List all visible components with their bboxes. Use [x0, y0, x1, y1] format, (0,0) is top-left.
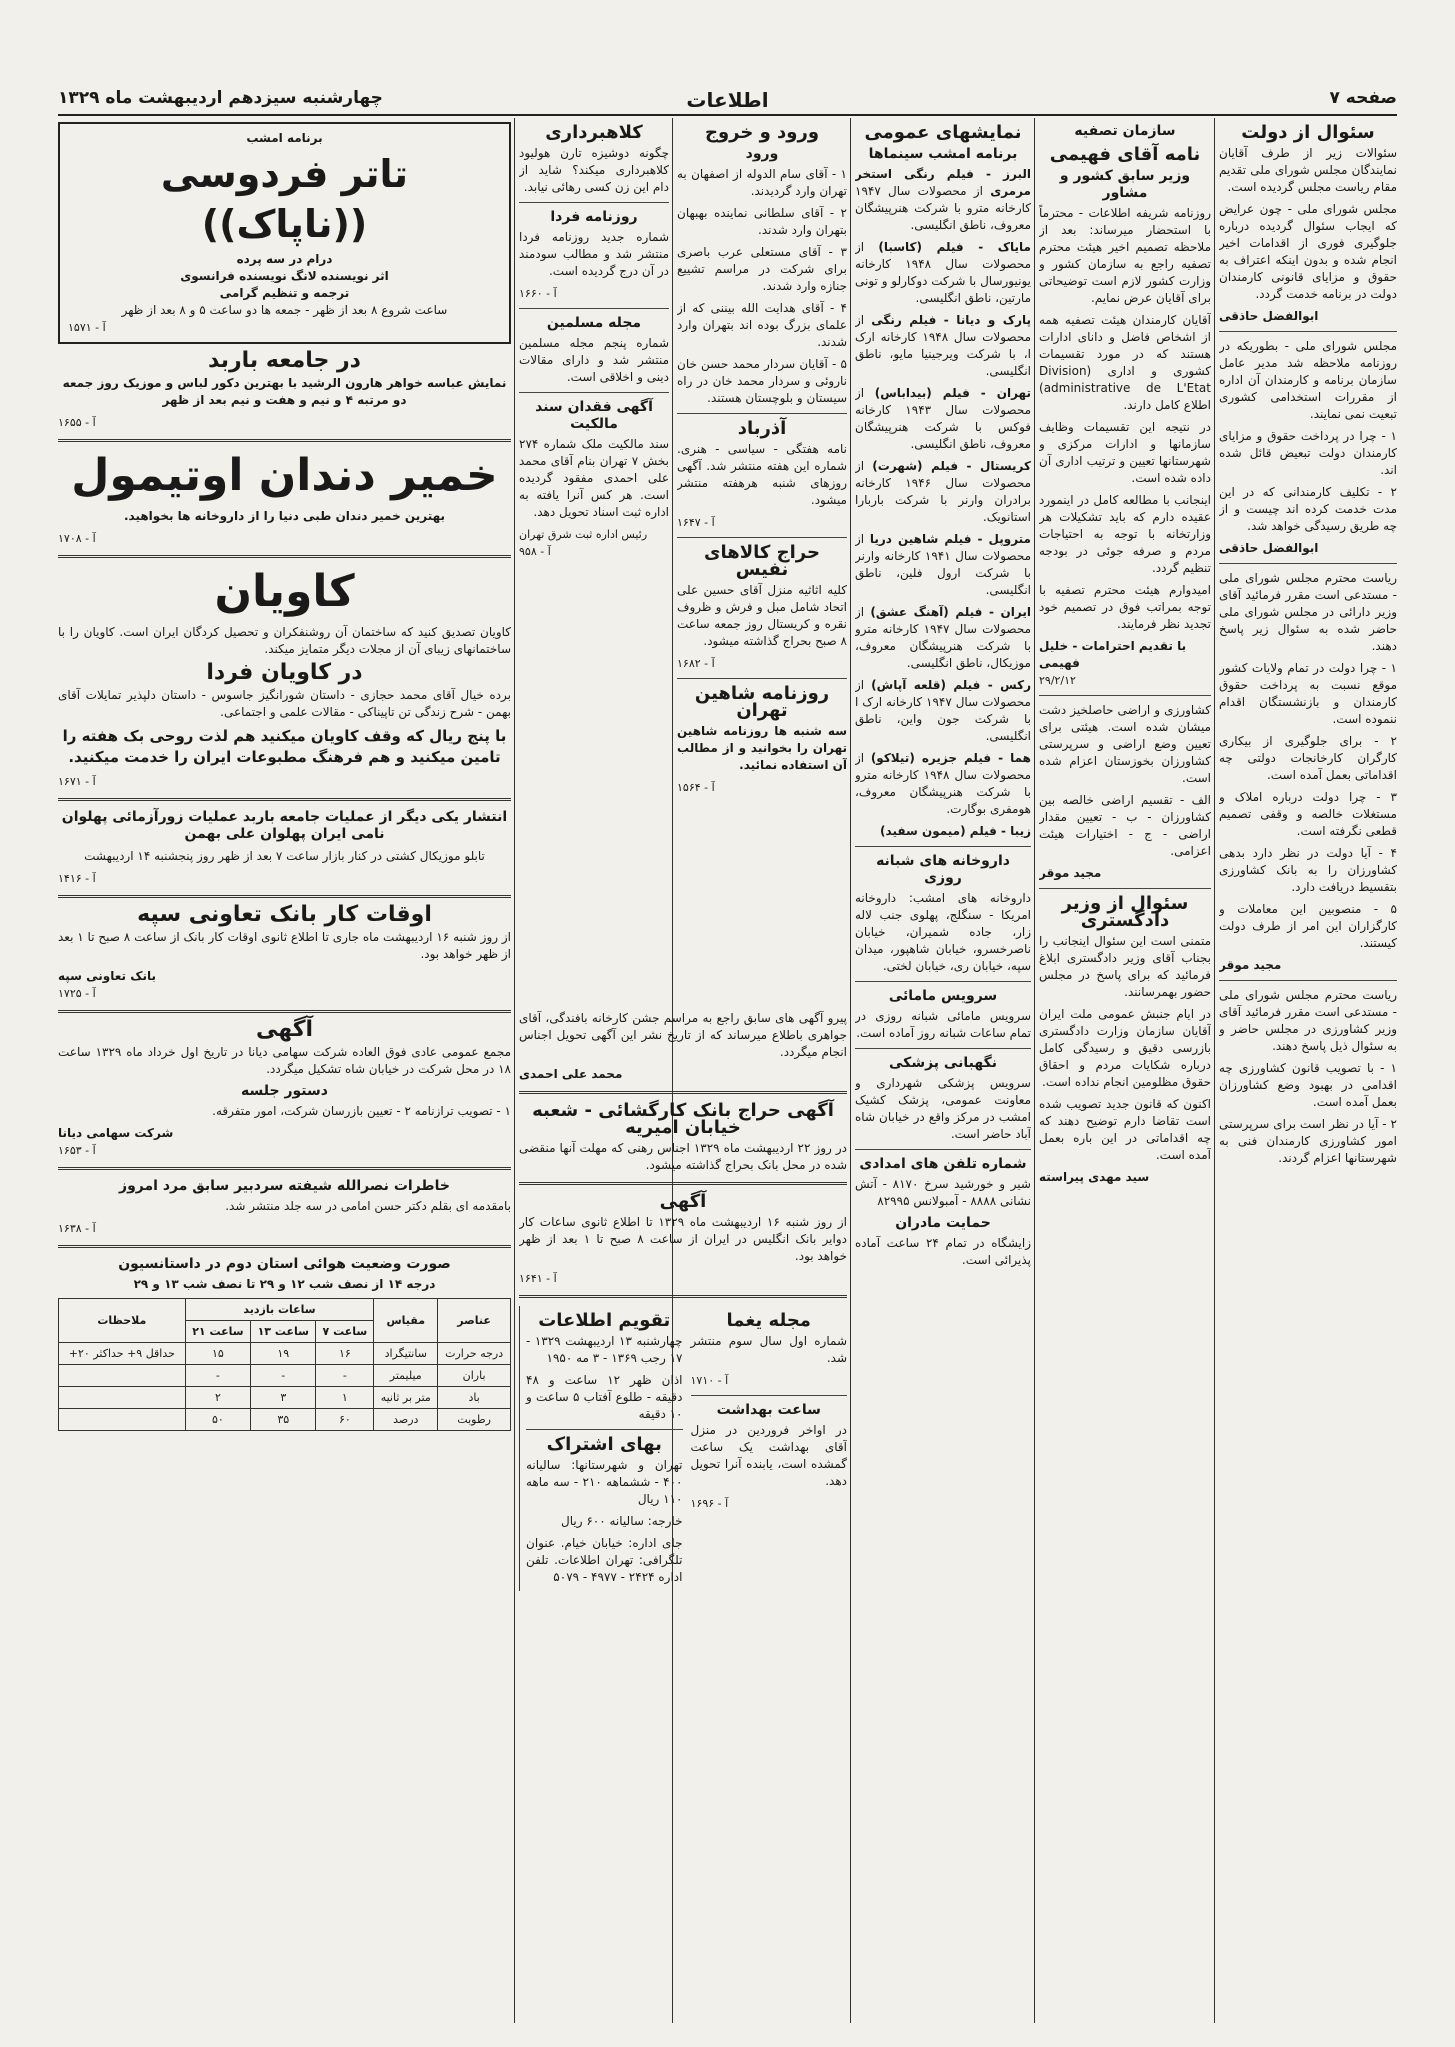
ad-reference: آ - ۱۶۴۷: [677, 516, 715, 529]
divider: [855, 846, 1031, 847]
paragraph: بهترین خمیر دندان طبی دنیا را از داروخانه ها بخواهید.: [123, 509, 446, 523]
article-title: ورود و خروج: [704, 122, 820, 143]
column-rule: [514, 118, 515, 2023]
cinema-desc: از محصولات سال ۱۹۴۷ کارخانه مترو با شرکت هنرپیشگان معروف، موزیکال، ناطق انگلیسی.: [855, 605, 1031, 670]
paragraph: ۵ - آقایان سردار محمد حسن خان ناروئی و سردار محمد خان در راه سیستان و بلوچستان هستند.: [677, 357, 847, 405]
table-cell: ۱۵: [185, 1343, 250, 1365]
article-title: آذرباد: [737, 418, 787, 439]
paragraph: سرویس مامائی شبانه روزی در تمام ساعات شبانه روز آماده است.: [855, 1009, 1031, 1040]
column-misc: [519, 118, 669, 998]
paragraph: مجلس شورای ملی - بطوریکه در روزنامه ملاحظه شد مدیر عامل سازمان برنامه و کارمندان آن اداره از مقررات استخدامی کشوری تبعیت نمی نمایند.: [1219, 339, 1397, 421]
cinema-name: پارک و دیانا - فیلم رنگی: [871, 313, 1031, 327]
paragraph: چگونه دوشیزه تارن هولیود کلاهبرداری میکند؟ شاید از دام این زن کسی رهائی نیابد.: [519, 146, 669, 194]
column-rule: [850, 118, 851, 2023]
ad-reference: آ - ۱۶۵۵: [58, 416, 96, 429]
kaviyan-title: کاویان: [214, 566, 355, 617]
paragraph: سند مالکیت ملک شماره ۲۷۴ بخش ۷ تهران بنام آقای محمد علی احمدی مفقود گردیده است. هر کس آنرا یافته به اداره ثبت اسناد تحویل دهد.: [519, 437, 669, 519]
ad-reference: آ - ۱۶۶۰: [519, 287, 557, 300]
paragraph: از روز شنبه ۱۶ اردیبهشت ماه جاری تا اطلاع ثانوی اوقات کار بانک از ساعت ۸ صبح تا ۱ بعد از ظهر خواهد بود.: [58, 930, 511, 961]
paragraph: ۴ - آقای هدایت الله بیننی که از علمای بزرگ بوده اند بتهران وارد شدند.: [677, 301, 847, 349]
ad-title: آگهی: [255, 1017, 314, 1042]
sub-column: [519, 1306, 683, 1591]
paragraph: ۲ - تکلیف کارمندانی که در این مدت خدمت کرده اند چیست و از چه طریق رسیدگی خواهد شد.: [1219, 485, 1397, 533]
article-title: آگهی حراج بانک کارگشائی - شعبه خیابان امیریه: [532, 1100, 834, 1138]
table-cell: درصد: [374, 1409, 438, 1431]
paragraph: داروخانه های امشب: داروخانه امریکا - سنگلج، پهلوی جنب لاله زار، جاده شمیران، خیابان ناصرخسرو، خیابان شاهپور، میدان سپه، خیابان ری، خیابان لختی.: [855, 891, 1031, 973]
paragraph: در اواخر فروردین در منزل آقای بهداشت یک ساعت گمشده است، یابنده آنرا تحویل دهد.: [690, 1423, 847, 1488]
table-cell: رطوبت: [438, 1409, 511, 1431]
section-header: داروخانه های شبانه روزی: [876, 853, 1010, 886]
article-title: آگهی: [659, 1191, 707, 1212]
article-title: کلاهبرداری: [545, 122, 643, 143]
paragraph: بامقدمه ای بقلم دکتر حسن امامی در سه جلد منتشر شد.: [225, 1199, 511, 1213]
paragraph: مجمع عمومی عادی فوق العاده شرکت سهامی دیانا در تاریخ اول خرداد ماه ۱۳۲۹ ساعت ۱۸ در محل شرکت در خیابان شاه تشکیل میگردد.: [58, 1045, 511, 1076]
divider: [677, 678, 847, 679]
article-title: نمایشهای عمومی: [864, 122, 1022, 143]
column-rule: [1214, 118, 1215, 2023]
divider: [1219, 980, 1397, 981]
column-ads: [58, 118, 511, 2023]
ad-reference: آ - ۱۶۵۳: [58, 1144, 96, 1157]
ad-reference: رئیس اداره ثبت شرق تهران: [519, 528, 648, 541]
table-cell: ۲: [185, 1387, 250, 1409]
cinema-desc: از محصولات سال ۱۹۴۸ کارخانه ارک ا، با شرکت ویرجینیا مایو، ناطق انگلیسی.: [855, 313, 1031, 378]
ad-reference: آ - ۱۶۹۶: [690, 1497, 729, 1510]
cinema-name: هما - فیلم جزیره (تیلاکو): [870, 751, 1031, 765]
table-cell: حداقل ۹+ حداکثر ۲۰+: [59, 1343, 186, 1365]
paragraph: تابلو موزیکال کشتی در کنار بازار ساعت ۷ بعد از ظهر روز پنجشنبه ۱۴ اردیبهشت: [84, 849, 485, 863]
paragraph: در روز ۲۲ اردیبهشت ماه ۱۳۲۹ اجناس رهنی که مهلت آنها منقضی شده در محل بانک بحراج گذاشته میشود.: [519, 1141, 847, 1172]
ad-title: در کاویان فردا: [206, 660, 363, 685]
paragraph: درجه ۱۴ از نصف شب ۱۲ و ۲۹ تا نصف شب ۱۳ و ۲۹: [133, 1277, 436, 1291]
signature: مجید موقر: [1039, 866, 1102, 880]
paragraph: پیرو آگهی های سابق راجع به مراسم جشن کارخانه بافندگی، آقای جواهری باطلاع میرساند که از تاریخ نشر این آگهی تحویل اجناس انجام میگردد.: [519, 1011, 847, 1059]
section-header: نگهبانی پزشکی: [889, 1055, 997, 1071]
two-column-block: [519, 1306, 847, 1591]
cinema-desc: از محصولات سال ۱۹۴۳ کارخانه فوکس با شرکت هنرپیشگان معروف، ناطق انگلیسی.: [855, 386, 1031, 451]
ad-reference: آ - ۱۷۲۵: [58, 987, 96, 1000]
divider: [58, 1245, 511, 1248]
signature: ابوالفضل حاذقی: [1219, 309, 1319, 323]
wide-lower-block: [519, 1010, 847, 2023]
paragraph: کشاورزی و اراضی حاصلخیز دشت میشان شده است. هیئتی برای تعیین وضع اراضی و سرپرستی کشاورزان بخوزستان اعزام شده است.: [1039, 703, 1211, 785]
table-cell: متر بر ثانیه: [374, 1387, 438, 1409]
ad-line: ساعت شروع ۸ بعد از ظهر - جمعه ها دو ساعت ۵ و ۸ بعد از ظهر: [121, 303, 448, 317]
table-cell: ۱: [316, 1387, 374, 1409]
divider: [677, 537, 847, 538]
ad-reference: آ - ۹۵۸: [519, 545, 551, 558]
table-cell: ۳: [251, 1387, 316, 1409]
divider: [58, 1167, 511, 1170]
ad-reference: آ - ۱۷۰۸: [58, 532, 96, 545]
section-header: آگهی فقدان سند مالکیت: [535, 399, 653, 432]
paragraph: ۵ - منصوبین این معاملات و کارگزاران این امر از طرف دولت کیستند.: [1219, 902, 1397, 950]
cinema-name: تهران - فیلم (بیداباس): [874, 386, 1031, 400]
signature: سید مهدی پیراسته: [1039, 1170, 1150, 1184]
cinema-name: ایران - فیلم (آهنگ عشق): [870, 605, 1031, 619]
ad-title: اوقات کار بانک تعاونی سپه: [137, 902, 432, 927]
table-row: [59, 1387, 511, 1409]
paragraph: ۲ - برای جلوگیری از بیکاری کارگران کارخانجات دولتی چه اقداماتی بعمل آمده است.: [1219, 734, 1397, 782]
paragraph: الف - تقسیم اراضی خالصه بین کشاورزان - ب - تعیین مقدار اراضی - ج - اختیارات هیئت اعزامی.: [1039, 793, 1211, 858]
table-cell: درجه حرارت: [438, 1343, 511, 1365]
play-name: ((ناپاک)): [201, 202, 368, 246]
page-number: صفحه ۷: [1329, 88, 1397, 108]
divider: [855, 1048, 1031, 1049]
paragraph: ۱ - تصویب ترازنامه ۲ - تعیین بازرسان شرکت، امور متفرقه.: [212, 1104, 511, 1118]
table-cell: [59, 1387, 186, 1409]
ad-line: اثر نویسنده لانگ نویسنده فرانسوی: [180, 269, 389, 283]
section-header: سرویس مامائی: [888, 988, 998, 1004]
paragraph: شماره جدید روزنامه فردا منتشر شد و مطالب سودمند در آن درج گردیده است.: [519, 230, 669, 278]
ad-reference: آ - ۱۶۷۱: [58, 775, 96, 788]
divider: [58, 895, 511, 898]
divider: [58, 555, 511, 558]
paragraph: تهران و شهرستانها: سالیانه ۴۰۰ - ششماهه ۲۱۰ - سه ماهه ۱۱۰ ریال: [526, 1458, 683, 1506]
divider: [691, 1395, 848, 1396]
signature: مجید موقر: [1219, 958, 1282, 972]
article-title: حراج کالاهای نفیس: [704, 542, 820, 580]
table-cell: -: [185, 1365, 250, 1387]
ad-reference: آ - ۱۶۸۲: [677, 657, 715, 670]
theatre-name: تاتر فردوسی: [160, 152, 409, 196]
table-cell: باران: [438, 1365, 511, 1387]
divider: [519, 1295, 847, 1298]
paragraph: ۱ - با تصویب قانون کشاورزی چه اقدامی در بهبود وضع کشاورزان بعمل آمده است.: [1219, 1061, 1397, 1109]
divider: [58, 798, 511, 801]
table-header: عناصر: [438, 1299, 511, 1343]
section-header: دستور جلسه: [241, 1083, 328, 1099]
issue-date: چهارشنبه سیزدهم اردیبهشت ماه ۱۳۲۹: [58, 88, 383, 108]
table-cell: میلیمتر: [374, 1365, 438, 1387]
paragraph: روزنامه شریفه اطلاعات - محترماً با استحضار میرساند: بعد از ملاحظه تصمیم اخیر هیئت محترم تصفیه راجع به سازمان کشور و وزارت کشور لازم است توضیحاتی برای آقایان عرض نمایم.: [1039, 206, 1211, 305]
signature: بانک تعاونی سپه: [58, 969, 157, 983]
paragraph: ۱ - چرا دولت در تمام ولایات کشور موقع نسبت به پرداخت حقوق کارمندان و بازنشستگان اقدام ننموده است.: [1219, 661, 1397, 726]
divider: [519, 202, 669, 203]
table-cell: ۱۶: [316, 1343, 374, 1365]
column-arrivals: [677, 118, 847, 998]
cinema-desc: از محصولات سال ۱۹۴۸ کارخانه یونیورسال با شرکت دوکارلو و تونی مارتین، ناطق انگلیسی.: [855, 240, 1031, 305]
divider: [519, 1182, 847, 1185]
article-title: روزنامه شاهین تهران: [694, 683, 830, 721]
section-header: خاطرات نصرالله شیفته سردبیر سابق مرد امروز: [119, 1178, 450, 1194]
table-header: ساعت ۷: [316, 1321, 374, 1343]
paragraph: اذان ظهر ۱۲ ساعت و ۴۸ دقیقه - طلوع آفتاب ۵ ساعت و ۱۰ دقیقه: [526, 1373, 683, 1421]
article-title: بهای اشتراک: [546, 1434, 662, 1455]
cinema-name: مایاک - فیلم (کاسبا): [878, 240, 1031, 254]
article-subtitle: وزیر سابق کشور و مشاور: [1059, 168, 1191, 201]
cinema-name: زیبا - فیلم (میمون سفید): [880, 824, 1031, 838]
paragraph: کلیه اثاثیه منزل آقای حسین علی اتحاد شامل مبل و فرش و ظروف نقره و کریستال روز جمعه ساعت ۸ صبح بحراج گذاشته میشود.: [677, 583, 847, 648]
paragraph: در ایام جنبش عمومی ملت ایران آقایان سازمان وزارت دادگستری بازرسی دقیق و رسیدگی کامل درباره شکایات مردم و احقاق حقوق مظلومین انجام نداده است.: [1039, 1007, 1211, 1089]
ad-reference: آ - ۱۵۶۴: [677, 781, 715, 794]
cinema-name: البرز - فیلم رنگی استخر مرمری: [855, 167, 1031, 198]
table-cell: -: [316, 1365, 374, 1387]
divider: [519, 1091, 847, 1094]
section-header: صورت وضعیت هوائی استان دوم در داستانسیون: [118, 1256, 451, 1272]
weather-table: [58, 1298, 511, 1431]
paragraph: اینجانب با مطالعه کامل در اینمورد عقیده دارم که باید تشکیلات هر وزارتخانه با توجه به احتیاجات مردم و صرفه جوئی در بودجه تنظیم گردد.: [1039, 493, 1211, 575]
masthead: [58, 86, 1397, 116]
article-title: مجله یغما: [726, 1310, 811, 1331]
paragraph: خارجه: سالیانه ۶۰۰ ریال: [561, 1514, 683, 1528]
paragraph: مجلس شورای ملی - چون عرایض که ایجاب سئوال گردیده درباره جلوگیری فوری از اقدامات اخیر انجام شده و بدون اینکه اعتراف به حقوق و مزایای قانونی کارمندان دولت در برنامه خدمت گردد.: [1219, 202, 1397, 301]
paragraph: ۳ - آقای مستعلی عرب باصری برای شرکت در مراسم تشییع جنازه وارد شدند.: [677, 245, 847, 293]
ad-line: ترجمه و تنظیم گرامی: [219, 286, 350, 300]
paragraph: امیدوارم هیئت محترم تصفیه با توجه بمراتب فوق در تصمیم خود تجدید نظر فرمایند.: [1039, 583, 1211, 631]
table-cell: [59, 1365, 186, 1387]
table-cell: ۳۵: [251, 1409, 316, 1431]
table-cell: باد: [438, 1387, 511, 1409]
ad-reference: آ - ۱۵۷۱: [68, 321, 106, 334]
divider: [58, 1010, 511, 1013]
paragraph: ۲ - آیا در نظر است برای سرپرستی امور کشاورزی کارمندان فنی به شهرستانها اعزام گردند.: [1219, 1117, 1397, 1165]
divider: [519, 308, 669, 309]
article-title: سئوال از وزیر دادگستری: [1061, 893, 1189, 931]
ad-reference: آ - ۱۴۱۶: [58, 872, 96, 885]
divider: [1039, 888, 1211, 889]
table-cell: ۵۰: [185, 1409, 250, 1431]
column-fahimi-letter: [1039, 118, 1211, 2023]
article-title: نامه آقای فهیمی: [1049, 144, 1201, 165]
paragraph: آقایان کارمندان هیئت تصفیه همه از اشخاص فاضل و دانای ادارات هستند که در مورد تقسیمات کشوری و اداری (Division administrative de L'Etat) اطلاع کامل دارند.: [1039, 313, 1211, 412]
table-header: ملاحظات: [59, 1299, 186, 1343]
ad-title: در جامعه باربد: [208, 348, 361, 373]
cinema-desc: از محصولات سال ۱۹۴۷ کارخانه مترو با شرکت هنرپیشگان معروف، ناطق انگلیسی.: [855, 184, 1031, 232]
date-reference: ۲۹/۲/۱۲: [1039, 674, 1076, 687]
section-header: حمایت مادران: [895, 1215, 991, 1231]
table-cell: [59, 1409, 186, 1431]
paragraph: ۱ - چرا در پرداخت حقوق و مزایای کارمندان دولت تبعیض قائل شده اند.: [1219, 429, 1397, 477]
divider: [677, 413, 847, 414]
signature: شرکت سهامی دیانا: [58, 1126, 174, 1140]
table-header: مقیاس: [374, 1299, 438, 1343]
table-cell: ۱۹: [251, 1343, 316, 1365]
ad-label: برنامه امشب: [246, 131, 323, 145]
divider: [1219, 331, 1397, 332]
sub-column: [691, 1306, 848, 1591]
divider: [58, 439, 511, 442]
section-header: برنامه امشب سینماها: [868, 146, 1018, 162]
section-header: سازمان تصفیه: [1074, 123, 1176, 139]
signature: ابوالفضل حاذقی: [1219, 541, 1319, 555]
ad-reference: آ - ۱۶۳۸: [58, 1222, 96, 1235]
paragraph: کاویان تصدیق کنید که ساختمان آن روشنفکران و تحصیل کردگان ایران است. کاویان را با ساختمانهای زیبای آن از مجلات دیگر متمایز میکند.: [58, 625, 511, 656]
paragraph: ۳ - چرا دولت درباره املاک و مستغلات خالصه و وقفی تصمیم قطعی نگرفته است.: [1219, 790, 1397, 838]
paragraph: شماره پنجم مجله مسلمین منتشر شد و دارای مقالات دینی و اخلاقی است.: [519, 336, 669, 384]
article-title: تقویم اطلاعات: [538, 1310, 671, 1331]
paragraph: شیر و خورشید سرخ ۸۱۷۰ - آتش نشانی ۸۸۸۸ - آمبولانس ۸۲۹۹۵: [855, 1177, 1031, 1208]
divider: [526, 1429, 683, 1430]
paragraph: برده خیال آقای محمد حجازی - داستان شورانگیز جاسوس - داستان دلپذیر تمایلات آقای بهمن - شرح زندگی تن تاپیناکی - مقالات علمی و اجتماعی.: [58, 688, 511, 719]
table-header: ساعت ۲۱: [185, 1321, 250, 1343]
paragraph: در نتیجه این تقسیمات وظایف سازمانها و ادارات مرکزی و شهرستانها تعیین و ترتیب اداری آن داده شده است.: [1039, 420, 1211, 485]
divider: [855, 981, 1031, 982]
divider: [1219, 563, 1397, 564]
paragraph: نمایش عباسه خواهر هارون الرشید با بهترین دکور لباس و موزیک روز جمعه دو مرتبه ۴ و نیم و هفت و نیم بعد از ظهر: [62, 376, 507, 407]
section-header: شماره تلفن های امدادی: [859, 1156, 1027, 1172]
table-row: [59, 1365, 511, 1387]
table-row: [59, 1343, 511, 1365]
paragraph: چهارشنبه ۱۳ اردیبهشت ۱۳۲۹ - ۱۷ رجب ۱۳۶۹ - ۳ مه ۱۹۵۰: [526, 1334, 683, 1365]
ad-line: درام در سه پرده: [236, 252, 333, 266]
divider: [1039, 695, 1211, 696]
paper-name: اطلاعات: [686, 88, 769, 112]
section-header: ساعت بهداشت: [716, 1402, 821, 1418]
table-cell: سانتیگراد: [374, 1343, 438, 1365]
table-cell: -: [251, 1365, 316, 1387]
column-public-shows: [855, 118, 1031, 2023]
paragraph: ریاست محترم مجلس شورای ملی - مستدعی است مقرر فرمائید آقای وزیر دارائی در مجلس شورای ملی حاضر شده به سئوال زیر پاسخ دهند.: [1219, 571, 1397, 653]
cinema-desc: از محصولات سال ۱۹۴۶ کارخانه برادران وارنر با شرکت باربارا استانویک.: [855, 459, 1031, 524]
paragraph: با پنج ریال که وقف کاویان میکنید هم لذت روحی بک هفته را تامین میکنید و هم فرهنگ مطبوعات ایران را خدمت میکنید.: [62, 727, 507, 766]
section-header: مجله مسلمین: [546, 315, 642, 331]
paragraph: اکنون که قانون جدید تصویب شده است تقاضا دارم توضیح دهند که چه اقداماتی در این باره بعمل آمده است.: [1039, 1097, 1211, 1162]
article-title: سئوال از دولت: [1241, 122, 1375, 143]
paragraph: جای اداره: خیابان خیام. عنوان تلگرافی: تهران اطلاعات. تلفن اداره ۲۴۲۴ - ۴۹۷۷ - ۵۰۷۹: [526, 1536, 683, 1584]
cinema-name: متروپل - فیلم شاهین دریا: [869, 532, 1031, 546]
table-row: [59, 1299, 511, 1321]
section-header: ورود: [745, 146, 779, 162]
table-header: ساعت ۱۳: [251, 1321, 316, 1343]
paragraph: ۱ - آقای سام الدوله از اصفهان به تهران وارد گردیدند.: [677, 167, 847, 198]
cinema-name: رکس - فیلم (قلعه آپاش): [871, 678, 1031, 692]
paragraph: نامه هفتگی - سیاسی - هنری. شماره این هفته منتشر شد. آگهی روزهای شنبه هرهفته منتشر میشود.: [677, 442, 847, 507]
table-row: [59, 1409, 511, 1431]
column-rule: [1034, 118, 1035, 2023]
paragraph: زایشگاه در تمام ۲۴ ساعت آماده پذیرائی است.: [855, 1236, 1031, 1267]
theatre-ad: [58, 122, 511, 344]
paragraph: سه شنبه ها روزنامه شاهین تهران را بخوانید و از مطالب آن استفاده نمائید.: [677, 724, 847, 772]
paragraph: ریاست محترم مجلس شورای ملی - مستدعی است مقرر فرمائید آقای وزیر کشاورزی در مجلس حاضر و به سئوال ذیل پاسخ دهند.: [1219, 988, 1397, 1053]
paragraph: ۲ - آقای سلطانی نماینده بهبهان بتهران وارد شدند.: [677, 206, 847, 237]
cinema-name: کریستال - فیلم (شهرت): [872, 459, 1031, 473]
paragraph: انتشار یکی دیگر از عملیات جامعه باربد عملیات زورآزمائی پهلوان نامی ایران پهلوان علی بهمن: [61, 809, 508, 842]
table-header: ساعات بازدید: [185, 1299, 374, 1321]
ad-reference: آ - ۱۶۴۱: [519, 1272, 557, 1285]
paragraph: سرویس پزشکی شهرداری و معاونت عمومی، پزشک کشیک امشب در مرکز واقع در خیابان شاه آباد حاضر است.: [855, 1076, 1031, 1141]
signature: با تقدیم احترامات - خلیل فهیمی: [1039, 639, 1187, 670]
divider: [855, 1149, 1031, 1150]
cinema-desc: از محصولات سال ۱۹۴۱ کارخانه وارنر با شرکت ارول فلین، ناطق انگلیسی.: [855, 532, 1031, 597]
signature: محمد علی احمدی: [519, 1067, 623, 1081]
toothpaste-ad: خمیر دندان اوتیمول: [71, 450, 498, 501]
paragraph: سئوالات زیر از طرف آقایان نمایندگان مجلس شورای ملی تقدیم مقام ریاست مجلس گردیده است.: [1219, 146, 1397, 194]
cinema-desc: از محصولات سال ۱۹۴۸ کارخانه مترو با شرکت هنرپیشگان معروف، هومفری بوگارت.: [855, 751, 1031, 816]
table-cell: ۶۰: [316, 1409, 374, 1431]
paragraph: ۴ - آیا دولت در نظر دارد بدهی کشاورزان را به بانک کشاورزی بتقسیط دریافت دارد.: [1219, 846, 1397, 894]
column-questions: [1219, 118, 1397, 2023]
section-header: روزنامه فردا: [550, 209, 638, 225]
cinema-desc: از محصولات سال ۱۹۴۷ کارخانه ارک ا با شرکت جون واین، ناطق انگلیسی.: [855, 678, 1031, 743]
paragraph: از روز شنبه ۱۶ اردیبهشت ماه ۱۳۲۹ تا اطلاع ثانوی ساعات کار دوایر بانک انگلیس در ایران از ساعت ۸ صبح تا ۱ بعد از ظهر خواهد بود.: [519, 1215, 847, 1263]
paragraph: متمنی است این سئوال اینجانب را بجناب آقای وزیر دادگستری ابلاغ فرمائید که برای پاسخ در مجلس حضور بهمرسانند.: [1039, 934, 1211, 999]
divider: [519, 392, 669, 393]
ad-reference: آ - ۱۷۱۰: [690, 1374, 729, 1387]
paragraph: شماره اول سال سوم منتشر شد.: [690, 1334, 847, 1365]
